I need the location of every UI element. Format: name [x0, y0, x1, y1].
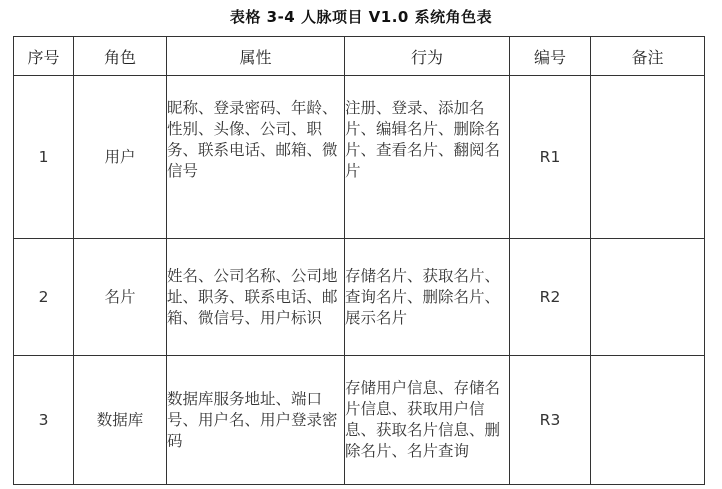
- cell-code: R3: [510, 356, 591, 485]
- cell-behaviors: 注册、登录、添加名片、编辑名片、删除名片、查看名片、翻阅名片: [345, 76, 510, 239]
- cell-attributes: 昵称、登录密码、年龄、性别、头像、公司、职务、联系电话、邮箱、微信号: [167, 76, 345, 239]
- header-code: 编号: [510, 37, 591, 76]
- cell-attributes: 数据库服务地址、端口号、用户名、用户登录密码: [167, 356, 345, 485]
- header-role: 角色: [74, 37, 167, 76]
- header-index: 序号: [14, 37, 74, 76]
- role-table: [13, 36, 705, 485]
- cell-code: R1: [510, 76, 591, 239]
- cell-code: R2: [510, 239, 591, 356]
- table-row: [14, 239, 705, 356]
- cell-index: 1: [14, 76, 74, 239]
- table-caption: 表格 3-4 人脉项目 V1.0 系统角色表: [229, 8, 493, 26]
- cell-remark: [591, 356, 705, 485]
- table-row: [14, 76, 705, 239]
- table-row: [14, 356, 705, 485]
- cell-index: 2: [14, 239, 74, 356]
- cell-remark: [591, 239, 705, 356]
- header-behaviors: 行为: [345, 37, 510, 76]
- cell-role: 名片: [74, 239, 167, 356]
- cell-remark: [591, 76, 705, 239]
- cell-role: 数据库: [74, 356, 167, 485]
- cell-index: 3: [14, 356, 74, 485]
- cell-role: 用户: [74, 76, 167, 239]
- table-header-row: [14, 37, 705, 76]
- header-remark: 备注: [591, 37, 705, 76]
- cell-behaviors: 存储名片、获取名片、查询名片、删除名片、展示名片: [345, 239, 510, 356]
- cell-behaviors: 存储用户信息、存储名片信息、获取用户信息、获取名片信息、删除名片、名片查询: [345, 356, 510, 485]
- cell-attributes: 姓名、公司名称、公司地址、职务、联系电话、邮箱、微信号、用户标识: [167, 239, 345, 356]
- header-attributes: 属性: [167, 37, 345, 76]
